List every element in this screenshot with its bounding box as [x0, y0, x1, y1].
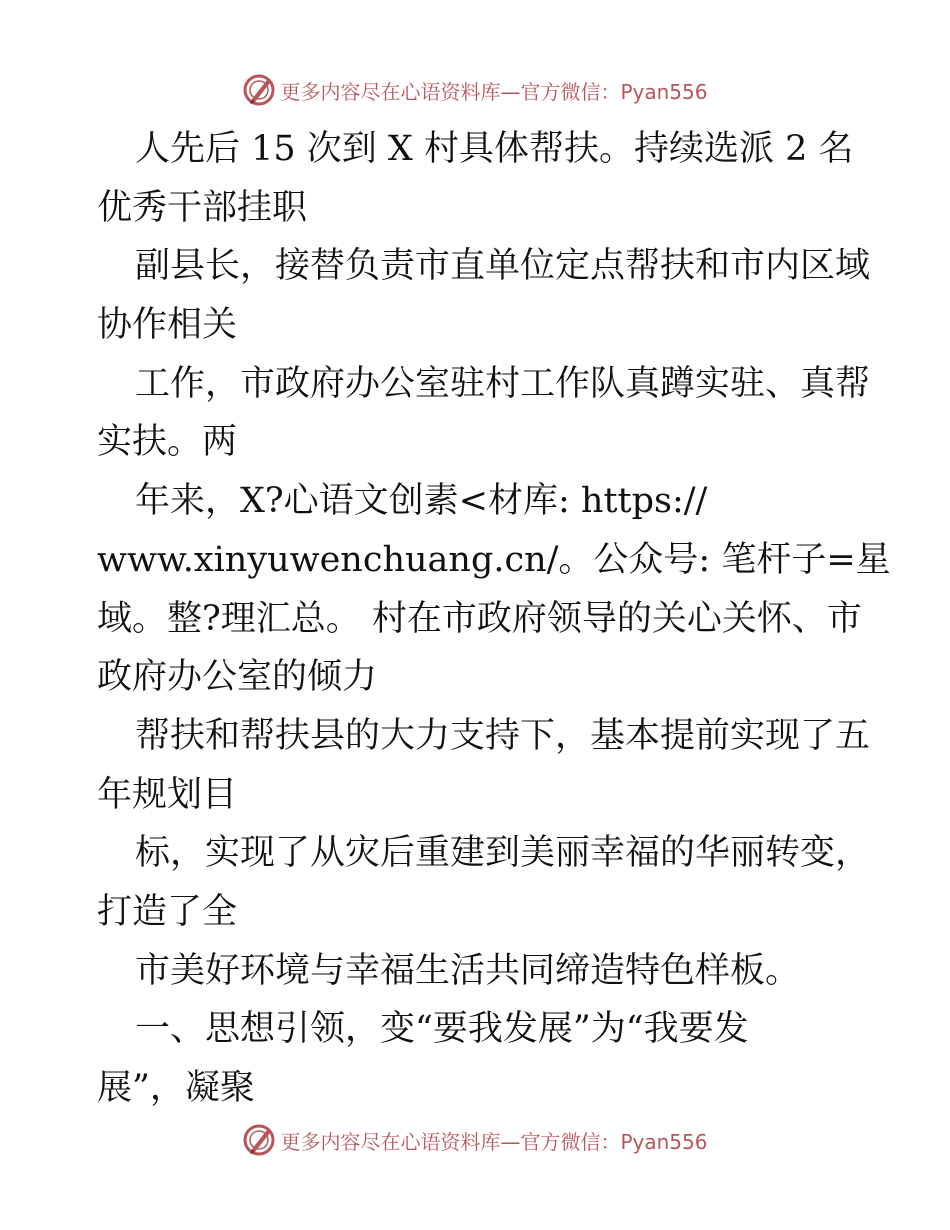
- pen-logo-icon: [242, 1123, 276, 1157]
- text-line: 政府办公室的倾力: [97, 657, 378, 698]
- text-line: 协作相关: [97, 305, 238, 346]
- header-banner-text: 更多内容尽在心语资料库—官方微信：Pyan556: [280, 79, 708, 104]
- text-line: 市美好环境与幸福生活共同缔造特色样板。: [135, 950, 801, 991]
- text-line: 人先后 15 次到 X 村具体帮扶。持续选派 2 名: [135, 129, 854, 169]
- body-text: [97, 120, 891, 1118]
- text-line: www.xinyuwenchuang.cn/。公众号: 笔杆子=星: [97, 539, 891, 580]
- text-line: 一、思想引领，变“要我发展”为“我要发: [135, 1009, 749, 1050]
- pen-logo-icon: [242, 73, 276, 107]
- footer-banner: [0, 1120, 950, 1160]
- text-line: 优秀干部挂职: [97, 187, 308, 228]
- text-line: 年来，X?心语文创素<材库: https://: [135, 481, 708, 522]
- header-banner: [0, 70, 950, 110]
- text-line: 帮扶和帮扶县的大力支持下，基本提前实现了五: [135, 715, 871, 756]
- text-line: 副县长，接替负责市直单位定点帮扶和市内区域: [135, 246, 871, 287]
- footer-banner-text: 更多内容尽在心语资料库—官方微信：Pyan556: [280, 1129, 708, 1154]
- text-line: 年规划目: [97, 774, 238, 815]
- text-line: 域。整?理汇总。 村在市政府领导的关心关怀、市: [97, 598, 862, 639]
- text-line: 标，实现了从灾后重建到美丽幸福的华丽转变，: [135, 833, 871, 874]
- text-line: 工作，市政府办公室驻村工作队真蹲实驻、真帮: [135, 363, 871, 404]
- text-line: 展”，凝聚: [97, 1068, 255, 1108]
- text-line: 打造了全: [97, 891, 238, 932]
- text-line: 实扶。两: [97, 422, 238, 463]
